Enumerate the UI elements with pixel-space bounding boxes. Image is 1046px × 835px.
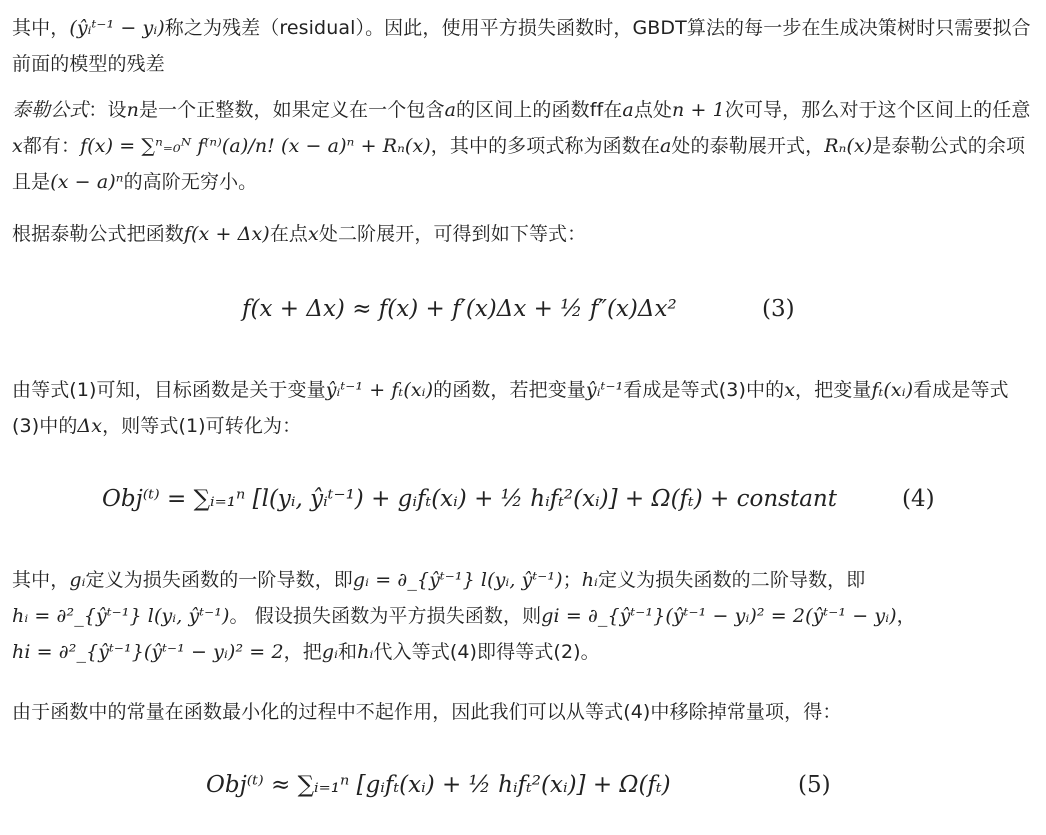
math: (x − a)ⁿ — [50, 171, 124, 193]
text: ， — [896, 605, 916, 627]
text: 在点 — [269, 223, 309, 245]
math: hᵢ — [357, 641, 374, 663]
text: 由等式(1)可知，目标函数是关于变量 — [12, 379, 326, 401]
math: gᵢ = ∂_{ŷᵗ⁻¹} l(yᵢ, ŷᵗ⁻¹) — [352, 569, 563, 591]
text: 代入等式(4)即得等式(2)。 — [373, 641, 600, 663]
math: n — [126, 99, 139, 121]
text: 。 假设损失函数为平方损失函数，则 — [229, 605, 542, 627]
text: 的函数，若把变量 — [433, 379, 586, 401]
math: a — [444, 99, 456, 121]
equation-4-formula: Obj⁽ᵗ⁾ = ∑ᵢ₌₁ⁿ [l(yᵢ, ŷᵢᵗ⁻¹) + gᵢfₜ(xᵢ) + ½ hᵢfₜ²(xᵢ)] + Ω(fₜ) + constant — [102, 486, 837, 512]
term-taylor: 泰勒公式 — [12, 99, 89, 121]
math: Rₙ(x) — [824, 135, 873, 157]
text: 定义为损失函数的二阶导数，即 — [597, 569, 866, 591]
equation-3-formula: f(x + Δx) ≈ f(x) + f′(x)Δx + ½ f″(x)Δx² — [242, 296, 677, 322]
text: ，把 — [283, 641, 322, 663]
math-taylor-series: f(x) = ∑ⁿ₌₀ᴺ f⁽ⁿ⁾(a)/n! (x − a)ⁿ + Rₙ(x) — [80, 135, 431, 157]
text: ，把变量 — [795, 379, 872, 401]
math: ŷᵢᵗ⁻¹ — [585, 379, 624, 401]
text: 次可导，那么对于这个区间上的任意 — [724, 99, 1031, 121]
math: ŷᵢᵗ⁻¹ + fₜ(xᵢ) — [325, 379, 434, 401]
equation-4-number: (4) — [902, 486, 935, 512]
math: gi = ∂_{ŷᵗ⁻¹}(ŷᵗ⁻¹ − yᵢ)² = 2(ŷᵗ⁻¹ − yᵢ) — [541, 605, 897, 627]
text: 处的泰勒展开式， — [671, 135, 825, 157]
math: hi = ∂²_{ŷᵗ⁻¹}(ŷᵗ⁻¹ − yᵢ)² = 2 — [12, 641, 284, 663]
text: 是泰勒公式的余项且是 — [12, 135, 1026, 193]
math: gᵢ — [321, 641, 339, 663]
equation-5-number: (5) — [798, 772, 831, 798]
text: 其中， — [12, 17, 70, 39]
text: ：设 — [88, 99, 127, 121]
math: gᵢ — [69, 569, 86, 591]
math: fₜ(xᵢ) — [871, 379, 914, 401]
math-residual: (ŷᵢᵗ⁻¹ − yᵢ) — [69, 17, 165, 39]
math: n + 1 — [672, 99, 725, 121]
text: 都有： — [22, 135, 81, 157]
text: 和 — [338, 641, 358, 663]
paragraph-objective — [12, 372, 1032, 444]
text: 是一个正整数，如果定义在一个包含 — [138, 99, 445, 121]
paragraph-expansion — [12, 216, 1032, 252]
equation-3-number: (3) — [762, 296, 795, 322]
text: 根据泰勒公式把函数 — [12, 223, 184, 245]
math: a — [622, 99, 634, 121]
math: hᵢ — [581, 569, 598, 591]
math: hᵢ = ∂²_{ŷᵗ⁻¹} l(yᵢ, ŷᵗ⁻¹) — [12, 605, 230, 627]
math: f(x + Δx) — [183, 223, 270, 245]
math: x — [784, 379, 796, 401]
math: a — [659, 135, 672, 157]
text: 定义为损失函数的一阶导数，即 — [85, 569, 353, 591]
text: ，其中的多项式称为函数在 — [430, 135, 660, 157]
paragraph-derivatives — [12, 562, 1032, 670]
text: 看成是等式(3)中的 — [623, 379, 785, 401]
paragraph-constant — [12, 694, 1032, 730]
text: ，则等式(1)可转化为： — [102, 415, 302, 437]
text: 的高阶无穷小。 — [123, 171, 258, 193]
equation-5-formula: Obj⁽ᵗ⁾ ≈ ∑ᵢ₌₁ⁿ [gᵢfₜ(xᵢ) + ½ hᵢfₜ²(xᵢ)] + Ω(fₜ) — [206, 772, 671, 798]
text: 的区间上的函数ff在 — [456, 99, 623, 121]
text: 其中， — [12, 569, 70, 591]
math: Δx — [77, 415, 103, 437]
text: 点处 — [633, 99, 673, 121]
text: 处二阶展开，可得到如下等式： — [318, 223, 587, 245]
text: 由于函数中的常量在函数最小化的过程中不起作用，因此我们可以从等式(4)中移除掉常量项，得： — [12, 701, 842, 723]
math: x — [308, 223, 319, 245]
text: 称之为残差（residual）。因此，使用平方损失函数时，GBDT算法的每一步在生成决策树时只需要拟合前面的模型的残差 — [12, 17, 1031, 75]
paragraph-taylor — [12, 92, 1032, 200]
text: ； — [562, 569, 582, 591]
paragraph-residual — [12, 10, 1032, 82]
math: x — [12, 135, 23, 157]
text: 看成是等式(3)中的 — [12, 379, 1009, 437]
